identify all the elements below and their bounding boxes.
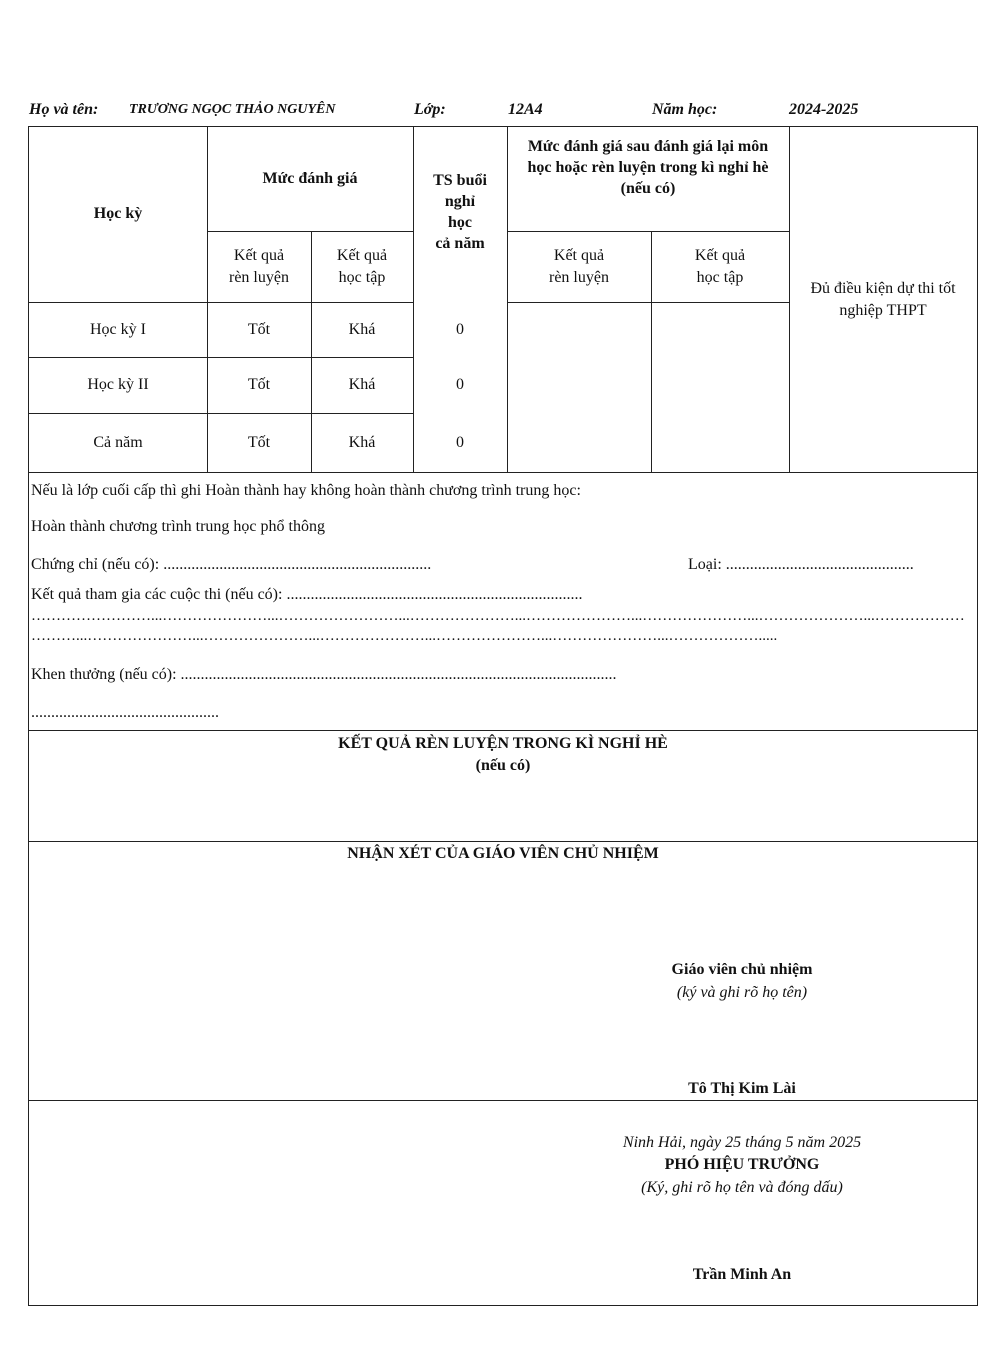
principal-role: PHÓ HIỆU TRƯỞNG (664, 1156, 820, 1173)
summer-results-title: KẾT QUẢ RÈN LUYỆN TRONG KÌ NGHỈ HÈ (338, 735, 668, 752)
row-semester: Học kỳ I (90, 320, 146, 338)
award-dots-line: ............................................... (31, 704, 219, 721)
row-conduct: Tốt (247, 376, 271, 393)
teacher-name: Tô Thị Kim Lài (688, 1080, 796, 1097)
place-date: Ninh Hải, ngày 25 tháng 5 năm 2025 (622, 1134, 862, 1151)
certificate-line: Chứng chỉ (nếu có): ................................................................... (31, 556, 432, 573)
completion-prompt: Nếu là lớp cuối cấp thì ghi Hoàn thành hay không hoàn thành chương trình trung học: (31, 482, 581, 499)
row-study: Khá (348, 320, 376, 338)
class-label: Lớp: (414, 101, 446, 118)
school-year-label: Năm học: (652, 101, 718, 118)
summer-results-subtitle: (nếu có) (475, 757, 531, 774)
header-rating-conduct: Kết quả rèn luyện (229, 246, 289, 286)
principal-name: Trần Minh An (692, 1266, 792, 1283)
completion-value: Hoàn thành chương trình trung học phổ thông (31, 518, 325, 535)
row-conduct: Tốt (247, 434, 271, 451)
row-semester: Cả năm (93, 434, 143, 451)
class-value: 12A4 (508, 101, 543, 118)
header-rating-study: Kết quả học tập (336, 246, 388, 286)
row-absent: 0 (456, 320, 464, 338)
principal-sign-note: (Ký, ghi rõ họ tên và đóng dấu) (641, 1179, 843, 1196)
header-absent-sessions: TS buổi nghỉ học cả năm (433, 172, 487, 252)
header-reassess-study: Kết quả học tập (694, 246, 746, 286)
contest-dots-line-1: ……………………...…………………...……………………...…………………...…………………...…………………...…………………...……………… (31, 608, 965, 624)
student-name: TRƯƠNG NGỌC THẢO NGUYÊN (129, 102, 336, 117)
school-year-value: 2024-2025 (789, 101, 859, 118)
row-conduct: Tốt (247, 320, 271, 338)
header-reassess-conduct: Kết quả rèn luyện (549, 246, 609, 286)
row-study: Khá (348, 434, 376, 451)
teacher-sign-note: (ký và ghi rõ họ tên) (676, 984, 808, 1001)
header-rating: Mức đánh giá (262, 169, 358, 187)
certificate-type-line: Loại: ............................................... (688, 556, 914, 573)
row-study: Khá (348, 376, 376, 393)
teacher-role: Giáo viên chủ nhiệm (671, 961, 813, 978)
header-reassessment: Mức đánh giá sau đánh giá lại môn học hoặc rèn luyện trong kì nghỉ hè (nếu có) (527, 138, 769, 197)
teacher-comment-title: NHẬN XÉT CỦA GIÁO VIÊN CHỦ NHIỆM (347, 845, 659, 862)
contest-results-line: Kết quả tham gia các cuộc thi (nếu có): .......................................................................... (31, 586, 583, 603)
row-semester: Học kỳ II (87, 376, 149, 393)
name-label: Họ và tên: (29, 101, 99, 118)
row-absent: 0 (456, 376, 464, 393)
header-graduation-eligible: Đủ điều kiện dự thi tốt nghiệp THPT (810, 280, 956, 319)
contest-dots-line-2: ………...…………………...…………………...…………………...…………………...…………………...………………..... (31, 628, 778, 644)
award-line: Khen thưởng (nếu có): ............................................................................................................. (31, 666, 617, 683)
header-semester: Học kỳ (93, 205, 143, 222)
row-absent: 0 (456, 434, 464, 451)
